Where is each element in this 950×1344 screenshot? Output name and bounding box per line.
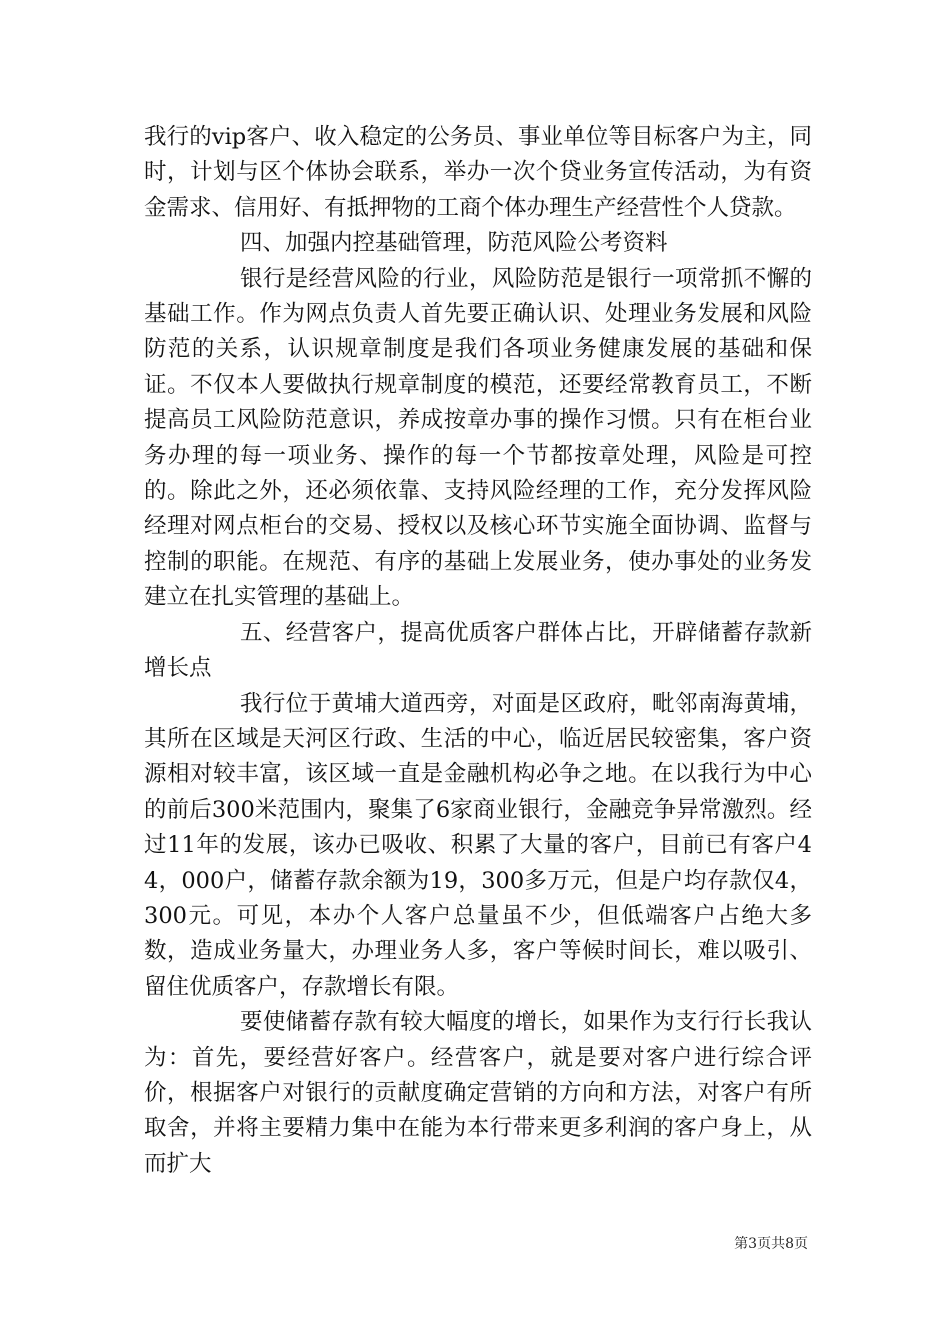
section-heading-5: 五、经营客户，提高优质客户群体占比，开辟储蓄存款新增长点 [144, 619, 812, 682]
paragraph-customer-management: 要使储蓄存款有较大幅度的增长，如果作为支行行长我认为：首先，要经营好客户。经营客户，就是要对客户进行综合评价，根据客户对银行的贡献度确定营销的方向和方法，对客户有所取舍，并将主要精力集中在能为本行带来更多利润的客户身上，从而扩大 [144, 1009, 812, 1177]
paragraph-risk-control: 银行是经营风险的行业，风险防范是银行一项常抓不懈的基础工作。作为网点负责人首先要正确认识、处理业务发展和风险防范的关系，认识规章制度是我们各项业务健康发展的基础和保证。不仅本人要做执行规章制度的模范，还要经常教育员工，不断提高员工风险防范意识，养成按章办事的操作习惯。只有在柜台业务办理的每一项业务、操作的每一个节都按章处理，风险是可控的。除此之外，还必须依靠、支持风险经理的工作，充分发挥风险经理对网点柜台的交易、授权以及核心环节实施全面协调、监督与控制的职能。在规范、有序的基础上发展业务，使办事处的业务发建立在扎实管理的基础上。 [144, 265, 812, 611]
page-number-footer: 第3页共8页 [734, 1236, 808, 1252]
section-heading-4: 四、加强内控基础管理，防范风险公考资料 [240, 230, 668, 257]
document-body [144, 120, 812, 1182]
paragraph-branch-location: 我行位于黄埔大道西旁，对面是区政府，毗邻南海黄埔，其所在区域是天河区行政、生活的中心，临近居民较密集，客户资源相对较丰富，该区域一直是金融机构必争之地。在以我行为中心的前后300米范围内，聚集了6家商业银行，金融竞争异常激烈。经过11年的发展，该办已吸收、积累了大量的客户，目前已有客户44，000户，储蓄存款余额为19，300多万元，但是户均存款仅4，300元。可见，本办个人客户总量虽不少，但低端客户占绝大多数，造成业务量大，办理业务人多，客户等候时间长，难以吸引、留住优质客户，存款增长有限。 [144, 690, 812, 1000]
paragraph-continued: 我行的vip客户、收入稳定的公务员、事业单位等目标客户为主，同时，计划与区个体协会联系，举办一次个贷业务宣传活动，为有资金需求、信用好、有抵押物的工商个体办理生产经营性个人贷款。 [144, 124, 812, 221]
